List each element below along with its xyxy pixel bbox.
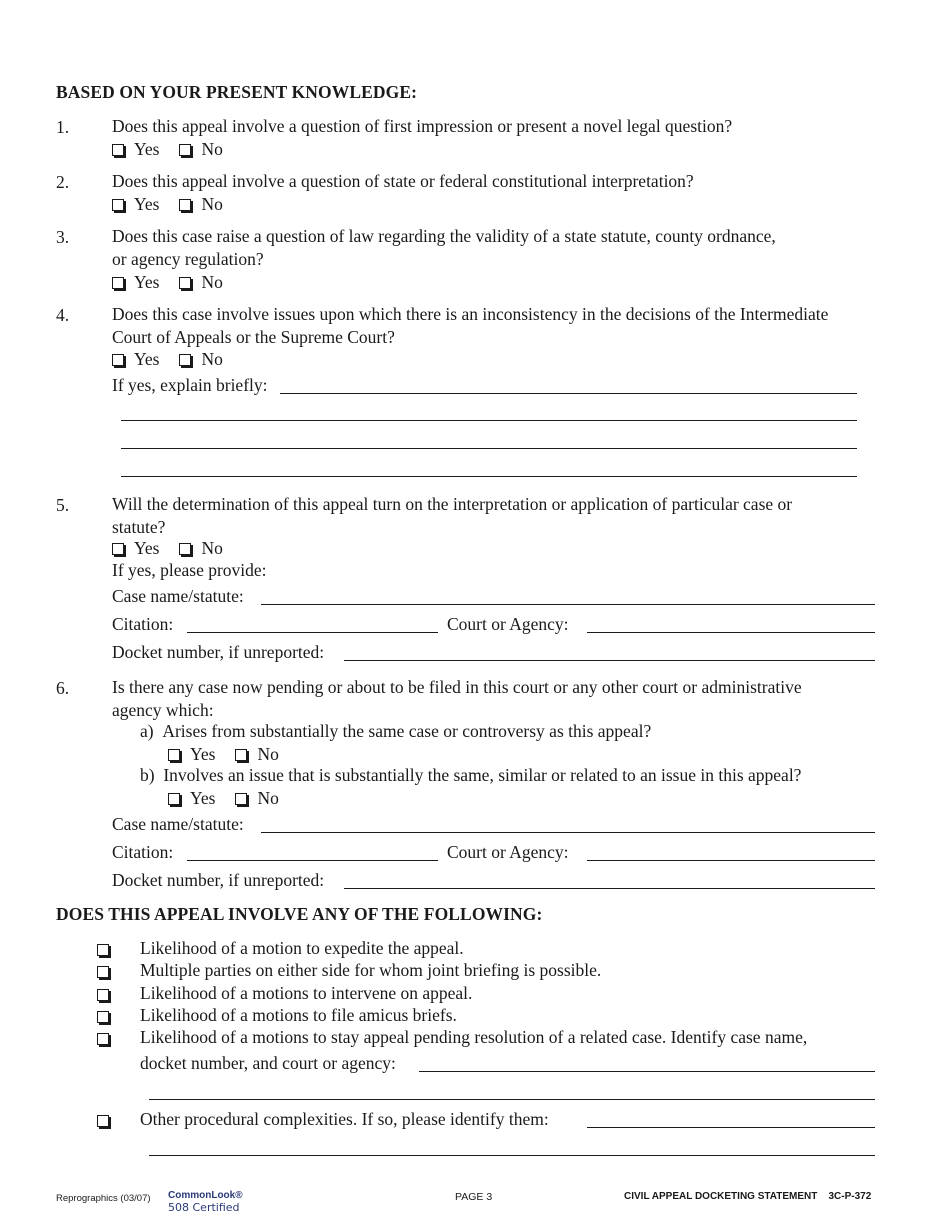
citation-label: Citation: xyxy=(112,614,174,634)
court-agency-line[interactable] xyxy=(587,632,875,633)
court-agency-line[interactable] xyxy=(587,860,875,861)
explain-line[interactable] xyxy=(121,448,857,449)
question-5-line2: statute? xyxy=(112,517,166,537)
item-checkbox[interactable] xyxy=(97,1111,109,1132)
yes-label: Yes xyxy=(134,272,160,292)
no-checkbox[interactable] xyxy=(179,144,191,156)
case-name-label: Case name/statute: xyxy=(112,814,244,834)
question-number: 3. xyxy=(56,227,70,247)
explain-label: If yes, explain briefly: xyxy=(112,375,268,395)
page-number: PAGE 3 xyxy=(455,1191,493,1203)
yes-no-group xyxy=(168,744,299,765)
yes-label: Yes xyxy=(190,788,216,808)
certified-text: 508 Certified xyxy=(168,1201,240,1214)
yes-label: Yes xyxy=(134,538,160,558)
no-label: No xyxy=(201,272,223,292)
question-5-line1: Will the determination of this appeal turn on the interpretation or application of particular case or xyxy=(112,494,793,514)
other-complexities-text: Other procedural complexities. If so, please identify them: xyxy=(140,1109,549,1129)
citation-label: Citation: xyxy=(112,842,174,862)
item-checkbox[interactable] xyxy=(97,962,109,983)
case-name-line[interactable] xyxy=(261,604,875,605)
no-label: No xyxy=(201,349,223,369)
docket-line[interactable] xyxy=(344,660,875,661)
question-6-line2: agency which: xyxy=(112,700,214,720)
yes-checkbox[interactable] xyxy=(168,793,180,805)
court-agency-label: Court or Agency: xyxy=(447,842,569,862)
question-3-line1: Does this case raise a question of law regarding the validity of a state statute, county ordnance, xyxy=(112,226,776,246)
case-name-label: Case name/statute: xyxy=(112,586,244,606)
yes-no-group xyxy=(112,349,243,370)
question-2-text: Does this appeal involve a question of state or federal constitutional interpretation? xyxy=(112,171,694,191)
yes-checkbox[interactable] xyxy=(112,277,124,289)
item-checkbox[interactable] xyxy=(97,940,109,961)
citation-line[interactable] xyxy=(187,860,438,861)
no-label: No xyxy=(201,139,223,159)
yes-label: Yes xyxy=(134,349,160,369)
item-checkbox[interactable] xyxy=(97,1029,109,1050)
yes-checkbox[interactable] xyxy=(168,749,180,761)
question-number: 6. xyxy=(56,678,70,698)
no-label: No xyxy=(257,744,279,764)
question-number: 2. xyxy=(56,172,70,192)
item-text: Likelihood of a motions to stay appeal pending resolution of a related case. Identify case name, xyxy=(140,1027,808,1047)
question-number: 5. xyxy=(56,495,70,515)
yes-no-group xyxy=(112,272,243,293)
docket-label: Docket number, if unreported: xyxy=(112,642,325,662)
question-1-text: Does this appeal involve a question of first impression or present a novel legal question? xyxy=(112,116,733,136)
item-checkbox[interactable] xyxy=(97,985,109,1006)
item-text: Multiple parties on either side for whom joint briefing is possible. xyxy=(140,960,602,980)
court-agency-label: Court or Agency: xyxy=(447,614,569,634)
yes-label: Yes xyxy=(134,139,160,159)
item-text: Likelihood of a motions to intervene on appeal. xyxy=(140,983,473,1003)
yes-no-group xyxy=(112,139,243,160)
question-6b-text: b) Involves an issue that is substantially the same, similar or related to an issue in this appeal? xyxy=(140,765,802,785)
provide-label: If yes, please provide: xyxy=(112,560,267,580)
yes-checkbox[interactable] xyxy=(112,199,124,211)
question-6a-text: a) Arises from substantially the same case or controversy as this appeal? xyxy=(140,721,652,741)
identify-line[interactable] xyxy=(419,1071,875,1072)
item-text-continued: docket number, and court or agency: xyxy=(140,1053,396,1073)
no-checkbox[interactable] xyxy=(235,793,247,805)
no-checkbox[interactable] xyxy=(235,749,247,761)
no-checkbox[interactable] xyxy=(179,354,191,366)
question-4-line1: Does this case involve issues upon which there is an inconsistency in the decisions of the Intermediate xyxy=(112,304,829,324)
form-title: CIVIL APPEAL DOCKETING STATEMENT 3C-P-372 xyxy=(624,1191,872,1202)
yes-no-group xyxy=(112,538,243,559)
no-label: No xyxy=(257,788,279,808)
yes-label: Yes xyxy=(134,194,160,214)
commonlook-logo: CommonLook® xyxy=(168,1190,243,1201)
item-text: Likelihood of a motions to file amicus briefs. xyxy=(140,1005,457,1025)
identify-line[interactable] xyxy=(149,1099,875,1100)
case-name-line[interactable] xyxy=(261,832,875,833)
no-checkbox[interactable] xyxy=(179,199,191,211)
yes-label: Yes xyxy=(190,744,216,764)
yes-checkbox[interactable] xyxy=(112,543,124,555)
question-3-line2: or agency regulation? xyxy=(112,249,264,269)
other-line[interactable] xyxy=(587,1127,875,1128)
docket-line[interactable] xyxy=(344,888,875,889)
item-checkbox[interactable] xyxy=(97,1007,109,1028)
question-number: 4. xyxy=(56,305,70,325)
item-text: Likelihood of a motion to expedite the appeal. xyxy=(140,938,464,958)
docket-label: Docket number, if unreported: xyxy=(112,870,325,890)
question-4-line2: Court of Appeals or the Supreme Court? xyxy=(112,327,395,347)
question-number: 1. xyxy=(56,117,70,137)
section-heading-knowledge: BASED ON YOUR PRESENT KNOWLEDGE: xyxy=(56,82,418,102)
other-line[interactable] xyxy=(149,1155,875,1156)
explain-line[interactable] xyxy=(121,476,857,477)
no-checkbox[interactable] xyxy=(179,277,191,289)
yes-checkbox[interactable] xyxy=(112,354,124,366)
no-checkbox[interactable] xyxy=(179,543,191,555)
question-6-line1: Is there any case now pending or about to be filed in this court or any other court or administrative xyxy=(112,677,802,697)
yes-no-group xyxy=(168,788,299,809)
citation-line[interactable] xyxy=(187,632,438,633)
yes-checkbox[interactable] xyxy=(112,144,124,156)
reprographics-text: Reprographics (03/07) xyxy=(56,1193,151,1204)
no-label: No xyxy=(201,194,223,214)
yes-no-group xyxy=(112,194,243,215)
explain-line[interactable] xyxy=(280,393,857,394)
no-label: No xyxy=(201,538,223,558)
section-heading-following: DOES THIS APPEAL INVOLVE ANY OF THE FOLLOWING: xyxy=(56,904,543,924)
explain-line[interactable] xyxy=(121,420,857,421)
